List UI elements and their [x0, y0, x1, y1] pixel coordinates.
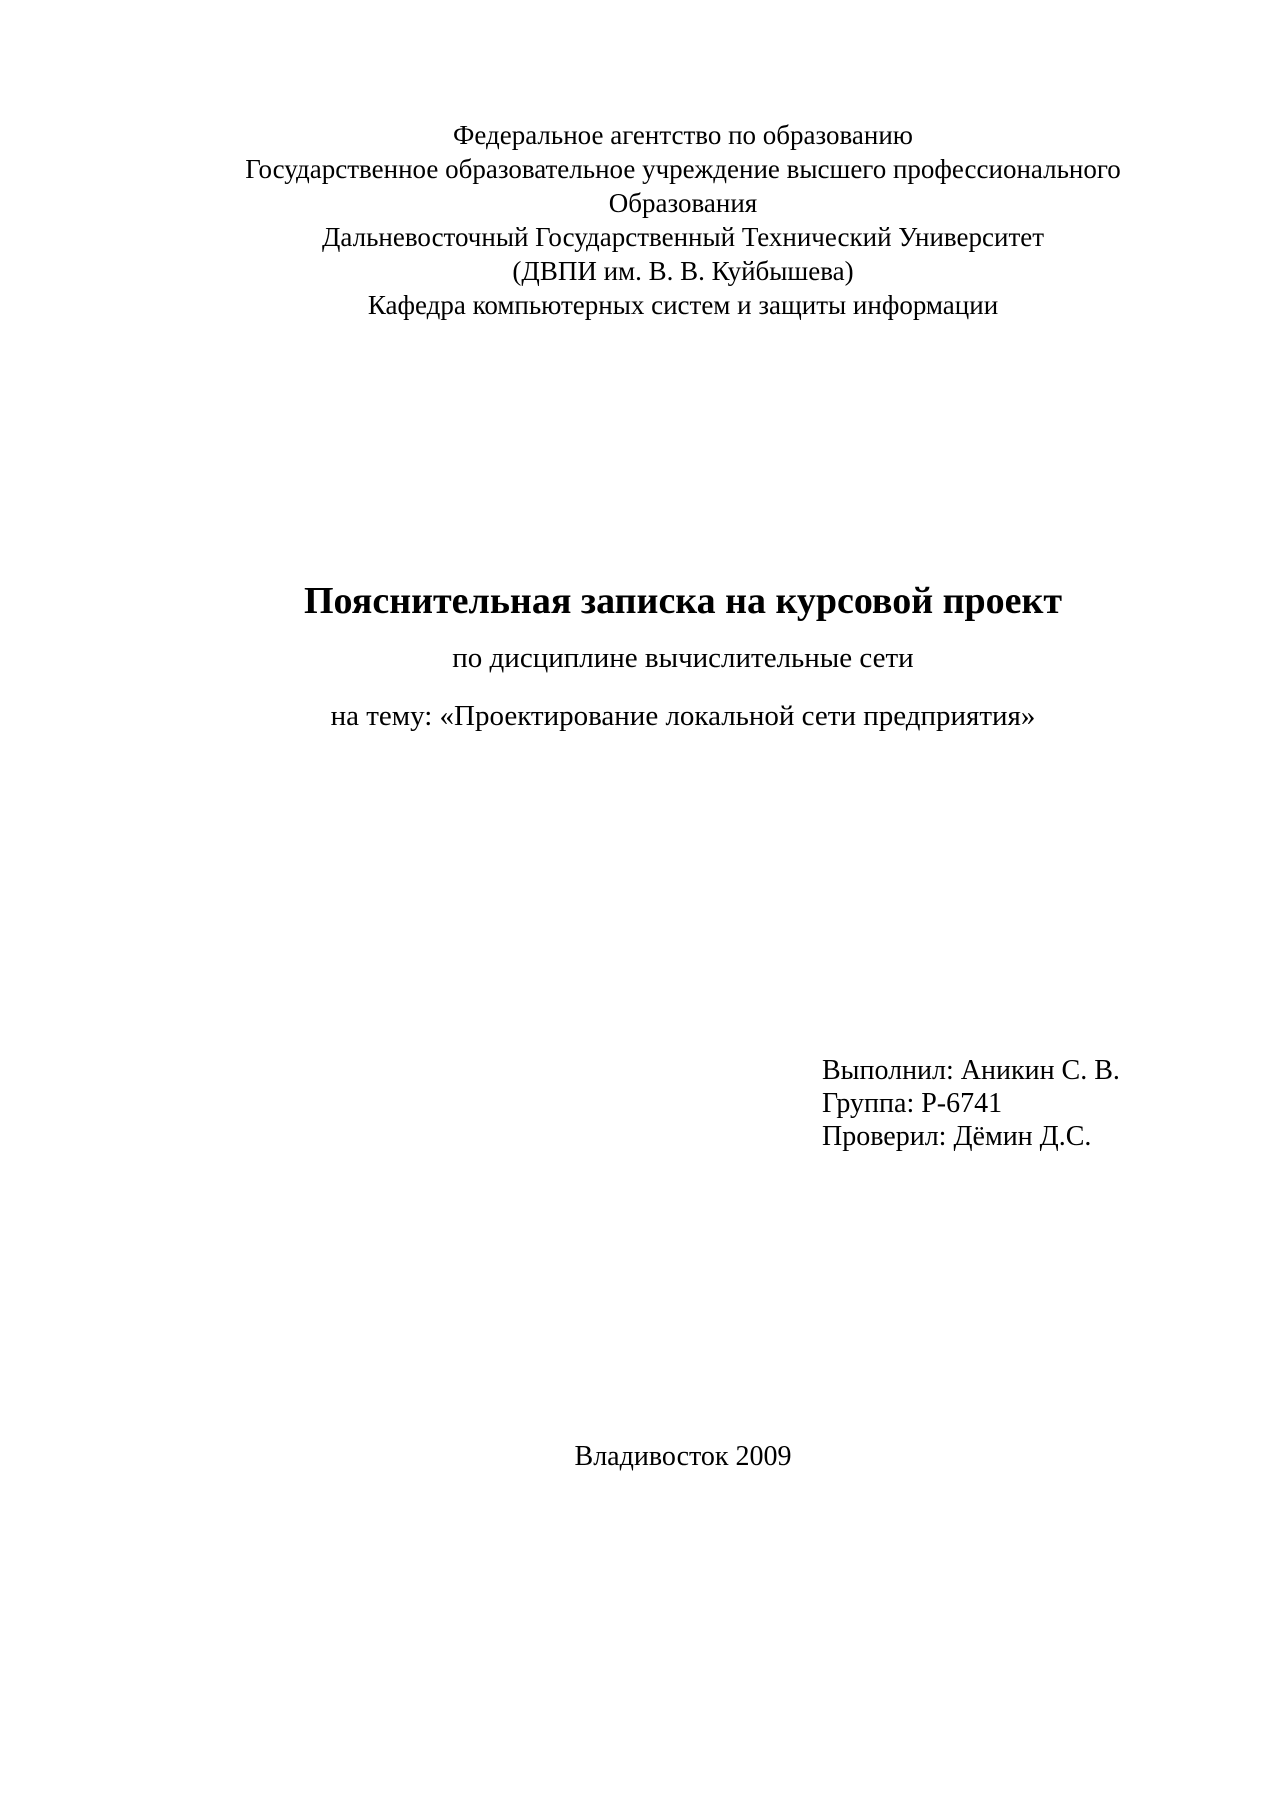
document-title: Пояснительная записка на курсовой проект: [303, 580, 1063, 622]
discipline-line: по дисциплине вычислительные сети: [452, 642, 914, 674]
department-line: Кафедра компьютерных систем и защиты информации: [367, 290, 999, 320]
university-abbreviation-line: (ДВПИ им. В. В. Куйбышева): [512, 256, 854, 286]
author-block: [822, 1054, 1120, 1153]
group: Группа: Р-6741: [822, 1088, 1003, 1119]
title-block: [0, 577, 1280, 734]
checked-by: Проверил: Дёмин Д.С.: [822, 1121, 1092, 1152]
education-line: Образования: [608, 188, 758, 218]
university-line: Дальневосточный Государственный Технический Университет: [321, 222, 1045, 252]
agency-line: Федеральное агентство по образованию: [453, 120, 913, 150]
city-year: Владивосток 2009: [574, 1441, 792, 1472]
performed-by: Выполнил: Аникин С. В.: [822, 1055, 1120, 1086]
institution-type-line: Государственное образовательное учреждение высшего профессионального: [245, 154, 1121, 184]
topic-line: на тему: «Проектирование локальной сети предприятия»: [330, 700, 1036, 732]
institution-header: [0, 118, 1280, 322]
